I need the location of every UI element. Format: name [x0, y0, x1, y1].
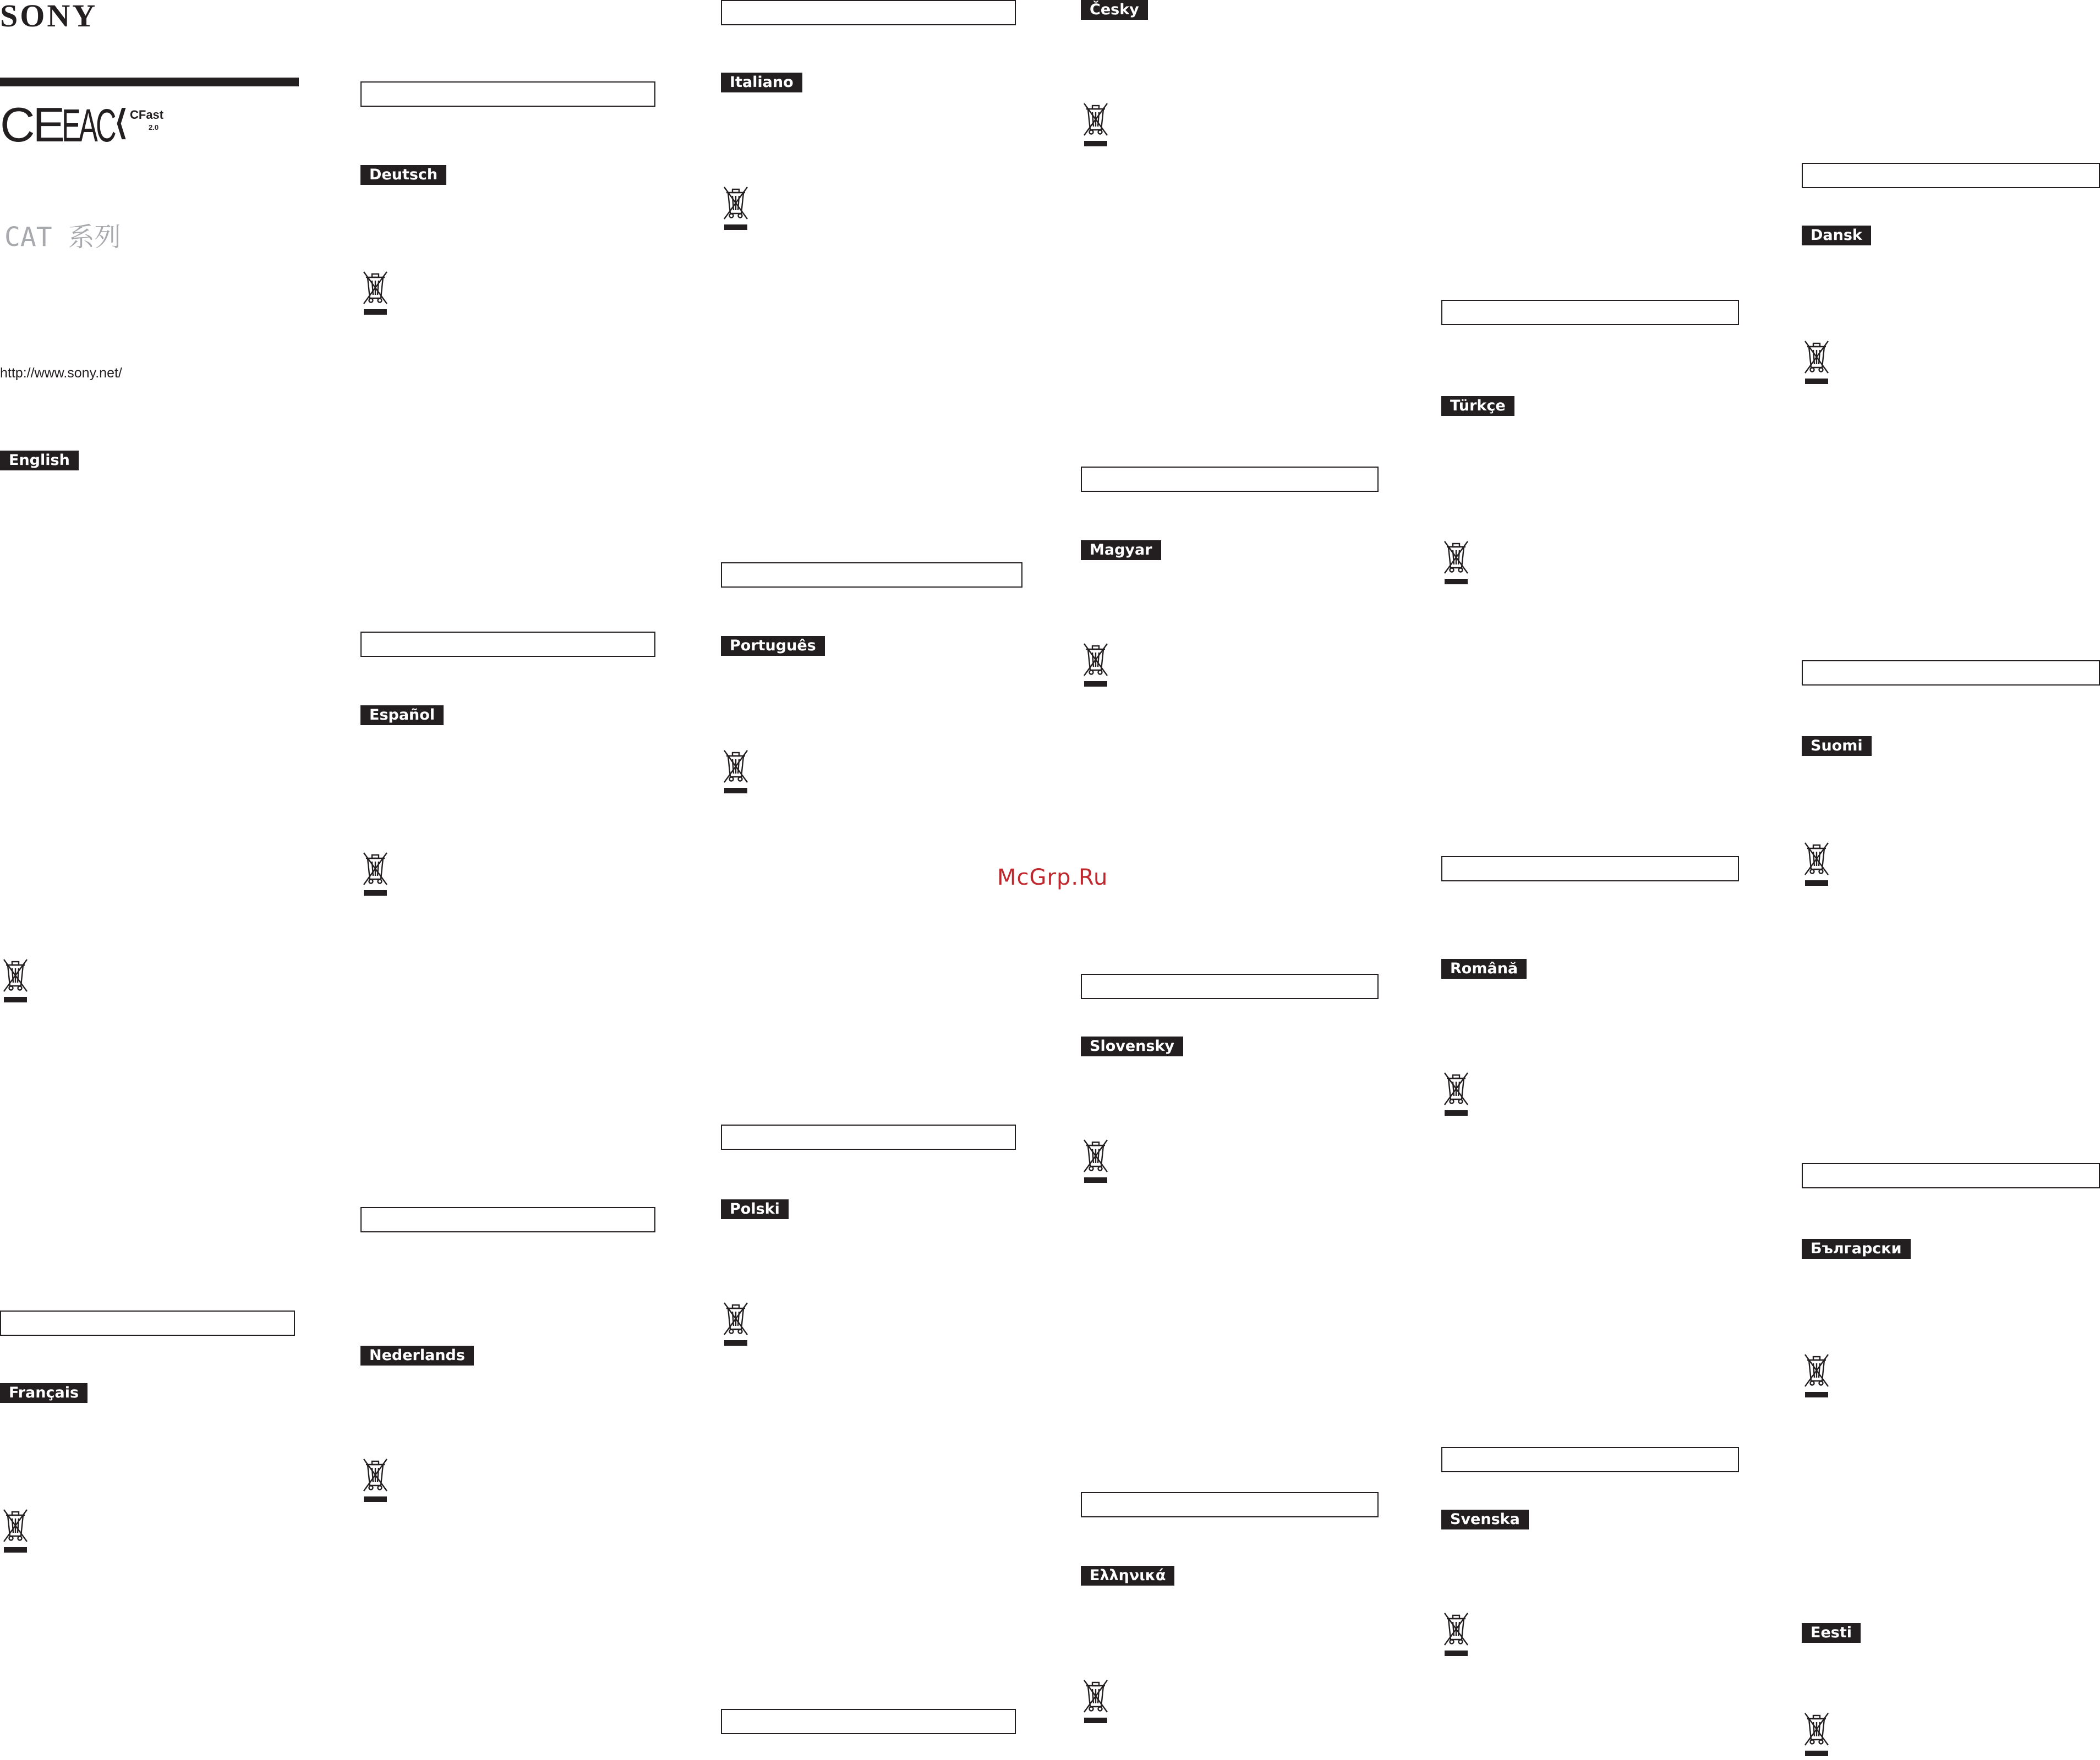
crossed-out-wheelie-bin-icon — [722, 748, 750, 794]
sony-url-link[interactable]: http://www.sony.net/ — [0, 365, 122, 381]
section-label-eesti: Eesti — [1802, 1623, 1861, 1643]
section-label-portugues: Português — [721, 636, 825, 656]
crossed-out-wheelie-bin-icon — [722, 1301, 750, 1347]
crossed-out-wheelie-bin-icon — [1082, 642, 1109, 688]
outline-box — [721, 1709, 1016, 1734]
section-label-slovensky: Slovensky — [1081, 1037, 1183, 1056]
section-label-francais: Français — [0, 1383, 88, 1403]
section-label-italiano: Italiano — [721, 73, 802, 92]
crossed-out-wheelie-bin-icon — [362, 270, 389, 316]
crossed-out-wheelie-bin-icon — [1442, 1071, 1470, 1117]
outline-box — [1081, 467, 1379, 492]
section-label-deutsch: Deutsch — [360, 165, 446, 185]
section-label-bulgarski: Български — [1802, 1239, 1911, 1259]
cfast-c-glyph: ⟨ — [114, 104, 128, 142]
crossed-out-wheelie-bin-icon — [1803, 841, 1830, 887]
outline-box — [1441, 1447, 1739, 1472]
ce-mark: CE — [0, 97, 63, 152]
sony-logo: SONY — [0, 0, 98, 34]
crossed-out-wheelie-bin-icon — [1442, 539, 1470, 585]
section-label-turkce: Türkçe — [1441, 396, 1514, 416]
section-label-magyar: Magyar — [1081, 540, 1161, 560]
eac-mark: EAC — [62, 100, 114, 151]
crossed-out-wheelie-bin-icon — [1803, 1352, 1830, 1399]
outline-box — [721, 0, 1016, 25]
outline-box — [721, 562, 1022, 588]
crossed-out-wheelie-bin-icon — [2, 957, 29, 1004]
section-label-suomi: Suomi — [1802, 736, 1872, 756]
crossed-out-wheelie-bin-icon — [1442, 1611, 1470, 1657]
outline-box — [1081, 974, 1379, 999]
crossed-out-wheelie-bin-icon — [722, 185, 750, 231]
crossed-out-wheelie-bin-icon — [2, 1507, 29, 1554]
section-label-ellinika: Ελληνικά — [1081, 1566, 1174, 1586]
crossed-out-wheelie-bin-icon — [1082, 101, 1109, 147]
outline-box — [360, 632, 655, 657]
crossed-out-wheelie-bin-icon — [362, 851, 389, 897]
outline-box — [1802, 1163, 2100, 1188]
outline-box — [1802, 660, 2100, 686]
outline-box — [721, 1125, 1016, 1150]
crossed-out-wheelie-bin-icon — [1803, 339, 1830, 385]
crossed-out-wheelie-bin-icon — [1082, 1678, 1109, 1724]
section-label-svenska: Svenska — [1441, 1510, 1529, 1529]
crossed-out-wheelie-bin-icon — [1803, 1711, 1830, 1757]
outline-box — [1081, 1492, 1379, 1517]
section-label-english: English — [0, 451, 79, 470]
cfast-version: 2.0 — [149, 123, 159, 131]
outline-box — [360, 81, 655, 107]
crossed-out-wheelie-bin-icon — [362, 1457, 389, 1503]
series-title: CAT 系列 — [4, 222, 121, 253]
outline-box — [0, 1311, 295, 1336]
section-label-espanol: Español — [360, 705, 444, 725]
cfast-wordmark: CFast — [130, 108, 164, 122]
section-label-dansk: Dansk — [1802, 226, 1871, 245]
outline-box — [1802, 163, 2100, 188]
header-rule — [0, 78, 299, 86]
section-label-polski: Polski — [721, 1199, 789, 1219]
outline-box — [1441, 300, 1739, 325]
section-label-cesky: Česky — [1081, 0, 1148, 20]
crossed-out-wheelie-bin-icon — [1082, 1138, 1109, 1184]
section-label-nederlands: Nederlands — [360, 1346, 474, 1366]
watermark-text: McGrp.Ru — [997, 865, 1108, 890]
outline-box — [1441, 856, 1739, 881]
section-label-romana: Română — [1441, 959, 1527, 979]
cfast-logo — [114, 101, 165, 141]
outline-box — [360, 1207, 655, 1232]
